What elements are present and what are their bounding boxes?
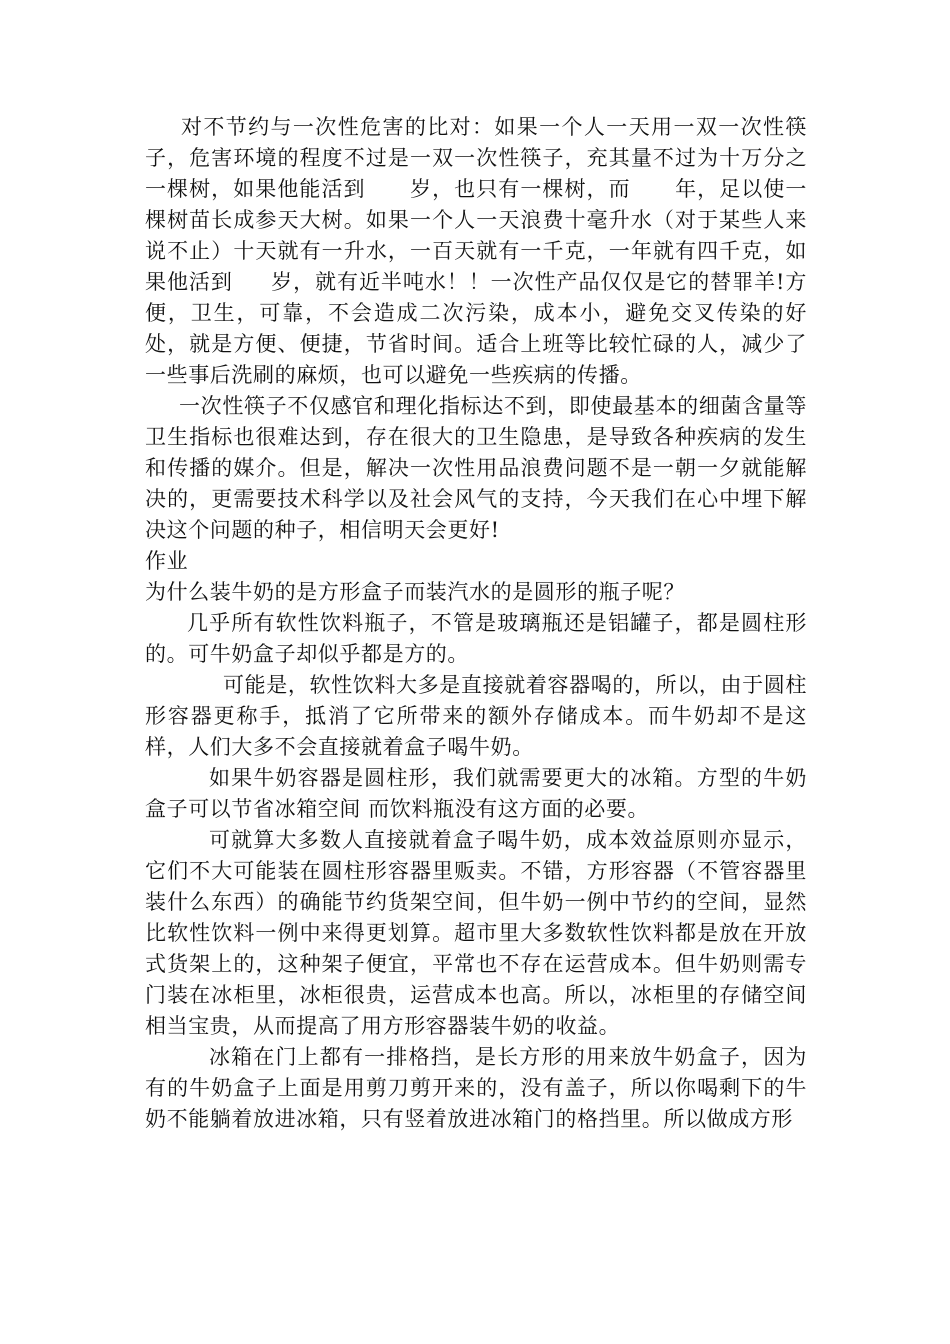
document-body: [145, 112, 807, 1135]
answer-paragraph: 可就算大多数人直接就着盒子喝牛奶，成本效益原则亦显示，它们不大可能装在圆柱形容器里贩卖。不错，方形容器（不管容器里装什么东西）的确能节约货架空间，但牛奶一例中节约的空间，显然比软性饮料一例中来得更划算。超市里大多数软性饮料都是放在开放式货架上的，这种架子便宜，平常也不存在运营成本。但牛奶则需专门装在冰柜里，冰柜很贵，运营成本也高。所以，冰柜里的存储空间相当宝贵，从而提高了用方形容器装牛奶的收益。: [145, 828, 807, 1038]
paragraph-chopsticks-hygiene: 一次性筷子不仅感官和理化指标达不到，即使最基本的细菌含量等卫生指标也很难达到，存在很大的卫生隐患，是导致各种疾病的发生和传播的媒介。但是，解决一次性用品浪费问题不是一朝一夕就能解决的，更需要技术科学以及社会风气的支持，今天我们在心中埋下解决这个问题的种子，相信明天会更好!: [145, 394, 807, 542]
answer-paragraph: 几乎所有软性饮料瓶子，不管是玻璃瓶还是铝罐子，都是圆柱形的。可牛奶盒子却似乎都是方的。: [145, 611, 807, 666]
text-segment: 年，足以使一棵树苗长成参天大树。如果一个人一天浪费十毫升水（对于某些人来说不止）十天就有一升水，一百天就有一千克，一年就有四千克，如果他活到: [145, 177, 808, 294]
answer-paragraph: 如果牛奶容器是圆柱形，我们就需要更大的冰箱。方型的牛奶盒子可以节省冰箱空间 而饮料瓶没有这方面的必要。: [145, 766, 807, 821]
text-segment: 岁，就有近半吨水！！一次性产品仅仅是它的替罪羊!方便，卫生，可靠，不会造成二次污染，成本小，避免交叉传染的好处，就是方便、便捷，节省时间。适合上班等比较忙碌的人，减少了一些事后洗刷的麻烦，也可以避免一些疾病的传播。: [145, 270, 808, 387]
homework-question: 为什么装牛奶的是方形盒子而装汽水的是圆形的瓶子呢？: [145, 580, 685, 604]
answer-paragraph: 可能是，软性饮料大多是直接就着容器喝的，所以，由于圆柱形容器更称手，抵消了它所带来的额外存储成本。而牛奶却不是这样，人们大多不会直接就着盒子喝牛奶。: [145, 673, 807, 759]
text-segment: 对不节约与一次性危害的比对：如果一个人一天用一双一次性筷子，危害环境的程度不过是一双一次性筷子，充其量不过为十万分之一棵树，如果他能活到: [145, 115, 807, 201]
text-segment: 岁，也只有一棵树，而: [409, 177, 631, 201]
paragraph-disposable-comparison: [145, 112, 807, 391]
homework-heading: 作业: [145, 549, 189, 573]
answer-paragraph: 冰箱在门上都有一排格挡，是长方形的用来放牛奶盒子，因为有的牛奶盒子上面是用剪刀剪开来的，没有盖子，所以你喝剩下的牛奶不能躺着放进冰箱，只有竖着放进冰箱门的格挡里。所以做成方形: [145, 1045, 807, 1131]
